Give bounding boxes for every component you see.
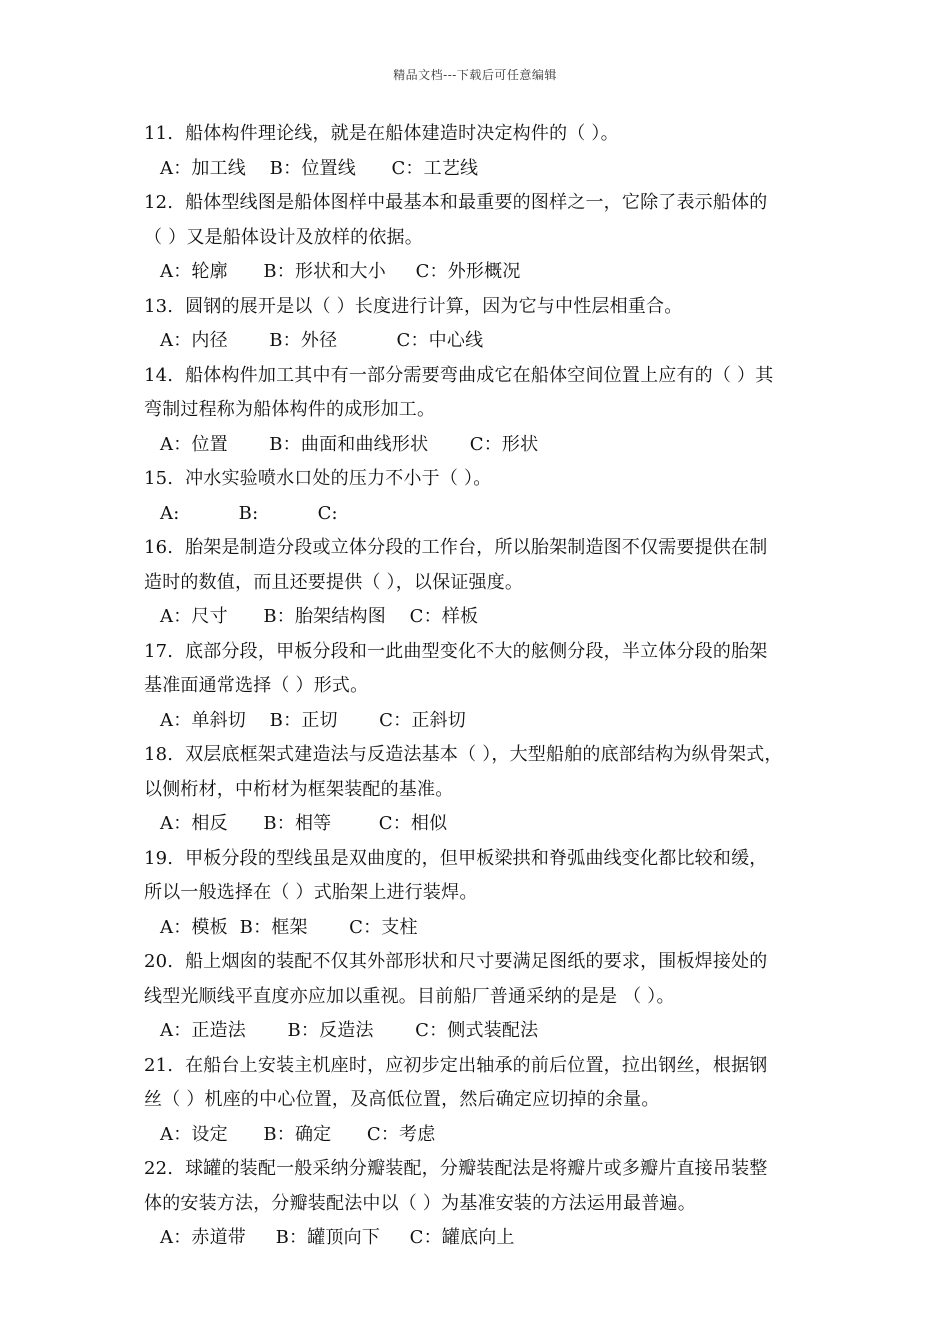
answer-options: A：设定 B：确定 C：考虑: [160, 1123, 436, 1145]
question-text: 19. 甲板分段的型线虽是双曲度的，但甲板梁拱和脊弧曲线变化都比较和缓，: [144, 847, 768, 869]
question-text: 15. 冲水实验喷水口处的压力不小于（ ）。: [144, 468, 492, 489]
question-list: [144, 117, 824, 1256]
question-text: 造时的数值，而且还要提供（ ），以保证强度。: [144, 571, 524, 593]
answer-options: A：位置 B：曲面和曲线形状 C：形状: [160, 433, 539, 455]
question-text: 丝（ ）机座的中心位置，及高低位置，然后确定应切掉的余量。: [144, 1089, 660, 1110]
question-text: 22. 球罐的装配一般采纳分瓣装配，分瓣装配法是将瓣片或多瓣片直接吊装整: [144, 1158, 768, 1179]
question-text: （ ）又是船体设计及放样的依据。: [144, 226, 423, 248]
question-text: 16. 胎架是制造分段或立体分段的工作台，所以胎架制造图不仅需要提供在制: [144, 537, 768, 558]
answer-options: A：内径 B：外径 C：中心线: [160, 330, 484, 351]
question-text: 13. 圆钢的展开是以（ ）长度进行计算，因为它与中性层相重合。: [144, 295, 683, 317]
answer-options: A: B: C:: [160, 502, 338, 524]
question-text: 12. 船体型线图是船体图样中最基本和最重要的图样之一，它除了表示船体的: [144, 192, 768, 213]
question-text: 以侧桁材，中桁材为框架装配的基准。: [144, 778, 454, 800]
page-header: 精品文档---下载后可任意编辑: [393, 68, 557, 82]
question-text: 11. 船体构件理论线，就是在船体建造时决定构件的（ ）。: [144, 123, 619, 144]
answer-options: A：相反 B：相等 C：相似: [160, 813, 448, 834]
question-text: 基准面通常选择（ ）形式。: [144, 675, 369, 696]
answer-options: A：单斜切 B：正切 C：正斜切: [160, 709, 466, 731]
answer-options: A：赤道带 B：罐顶向下 C：罐底向上: [160, 1227, 515, 1248]
question-text: 弯制过程称为船体构件的成形加工。: [144, 399, 436, 420]
question-text: 21. 在船台上安装主机座时，应初步定出轴承的前后位置，拉出钢丝，根据钢: [144, 1054, 768, 1076]
answer-options: A：轮廓 B：形状和大小 C：外形概况: [160, 261, 521, 282]
question-text: 20. 船上烟囱的装配不仅其外部形状和尺寸要满足图纸的要求，围板焊接处的: [144, 951, 768, 972]
question-text: 所以一般选择在（ ）式胎架上进行装焊。: [144, 882, 478, 903]
answer-options: A：模板 B：框架 C：支柱: [160, 916, 418, 938]
answer-options: A：正造法 B：反造法 C：侧式装配法: [160, 1020, 539, 1041]
question-text: 17. 底部分段，甲板分段和一此曲型变化不大的舷侧分段，半立体分段的胎架: [144, 640, 768, 662]
question-text: 线型光顺线平直度亦应加以重视。目前船厂普通采纳的是是 （ ）。: [144, 985, 675, 1007]
answer-options: A：加工线 B：位置线 C：工艺线: [160, 157, 479, 179]
question-text: 体的安装方法，分瓣装配法中以（ ）为基准安装的方法运用最普遍。: [144, 1192, 696, 1214]
question-text: 14. 船体构件加工其中有一部分需要弯曲成它在船体空间位置上应有的（ ）其: [144, 364, 774, 386]
question-text: 18. 双层底框架式建造法与反造法基本（ ），大型船舶的底部结构为纵骨架式，: [144, 744, 783, 765]
answer-options: A：尺寸 B：胎架结构图 C：样板: [160, 606, 479, 627]
